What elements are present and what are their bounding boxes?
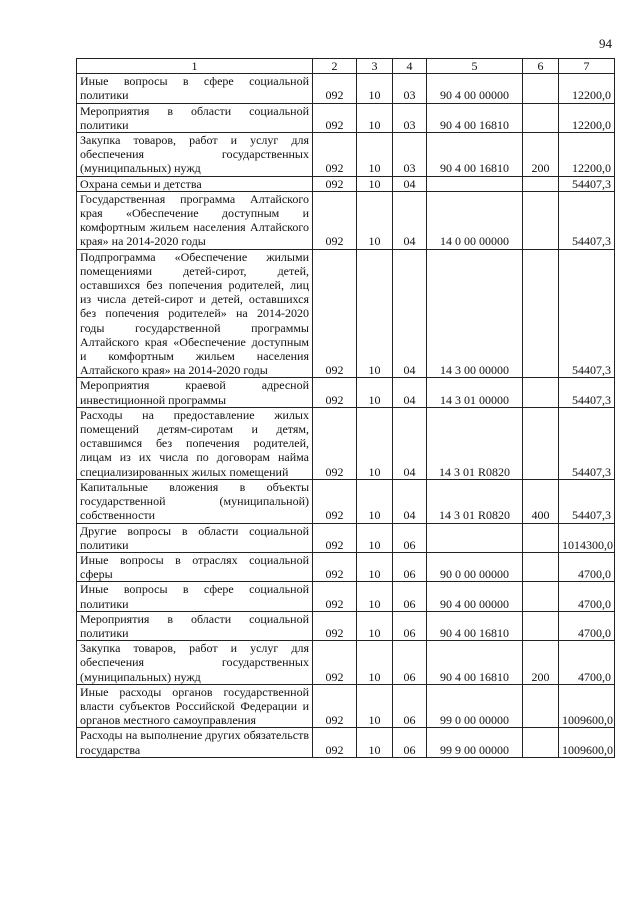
cell-target: 99 9 00 00000 [427,728,523,757]
cell-ministry: 092 [313,582,357,611]
row-name: Расходы на выполнение других обязательств государства [77,728,313,757]
cell-subsection: 04 [393,407,427,479]
cell-amount: 4700,0 [559,552,615,581]
table-row [77,684,615,728]
budget-table [76,58,615,758]
table-row [77,552,615,581]
cell-amount: 12200,0 [559,133,615,177]
cell-subsection: 06 [393,641,427,685]
cell-target: 90 4 00 16810 [427,103,523,132]
cell-type: 200 [523,641,559,685]
table-row [77,176,615,191]
row-name: Капитальные вложения в объекты государственной (муниципальной) собственности [77,479,313,523]
cell-amount: 12200,0 [559,74,615,103]
cell-amount: 1009600,0 [559,728,615,757]
table-row [77,133,615,177]
row-name: Охрана семьи и детства [77,176,313,191]
cell-section: 10 [357,74,393,103]
cell-target: 90 4 00 16810 [427,641,523,685]
cell-target: 90 4 00 16810 [427,611,523,640]
cell-section: 10 [357,523,393,552]
cell-subsection: 04 [393,176,427,191]
col-header-2: 2 [313,59,357,74]
cell-subsection: 03 [393,133,427,177]
cell-type [523,74,559,103]
row-name: Подпрограмма «Обеспечение жилыми помещениями детей-сирот, детей, оставшихся без попечения родителей, лиц из числа детей-сирот и детей, оставшихся без попечения родителей» на 2014-2020 годы государственной программы Алтайского края «Обеспечение доступным и комфортным жильем населения Алтайского края» на 2014-2020 годы [77,249,313,378]
cell-target: 90 4 00 16810 [427,133,523,177]
cell-ministry: 092 [313,249,357,378]
cell-subsection: 06 [393,523,427,552]
row-name: Закупка товаров, работ и услуг для обеспечения государственных (муниципальных) нужд [77,133,313,177]
row-name: Иные вопросы в отраслях социальной сферы [77,552,313,581]
col-header-3: 3 [357,59,393,74]
table-row [77,523,615,552]
cell-amount: 54407,3 [559,407,615,479]
row-name: Иные вопросы в сфере социальной политики [77,582,313,611]
cell-ministry: 092 [313,684,357,728]
cell-type [523,191,559,249]
cell-target [427,176,523,191]
cell-amount: 54407,3 [559,176,615,191]
cell-type [523,103,559,132]
row-name: Иные вопросы в сфере социальной политики [77,74,313,103]
cell-amount: 54407,3 [559,479,615,523]
table-row [77,103,615,132]
cell-section: 10 [357,479,393,523]
cell-amount: 4700,0 [559,641,615,685]
cell-amount: 54407,3 [559,378,615,407]
cell-type [523,176,559,191]
cell-ministry: 092 [313,378,357,407]
cell-subsection: 06 [393,611,427,640]
cell-amount: 54407,3 [559,191,615,249]
cell-subsection: 04 [393,378,427,407]
cell-section: 10 [357,249,393,378]
cell-type [523,684,559,728]
cell-target: 90 0 00 00000 [427,552,523,581]
cell-section: 10 [357,191,393,249]
cell-ministry: 092 [313,103,357,132]
cell-type: 400 [523,479,559,523]
cell-type [523,407,559,479]
cell-type [523,523,559,552]
cell-section: 10 [357,552,393,581]
cell-subsection: 04 [393,249,427,378]
cell-amount: 12200,0 [559,103,615,132]
cell-section: 10 [357,407,393,479]
row-name: Иные расходы органов государственной власти субъектов Российской Федерации и органов местного самоуправления [77,684,313,728]
col-header-7: 7 [559,59,615,74]
cell-ministry: 092 [313,407,357,479]
cell-type [523,378,559,407]
cell-section: 10 [357,611,393,640]
cell-subsection: 04 [393,479,427,523]
table-row [77,728,615,757]
cell-ministry: 092 [313,523,357,552]
table-row [77,611,615,640]
page-number: 94 [599,36,612,51]
cell-subsection: 03 [393,103,427,132]
cell-section: 10 [357,103,393,132]
table-row [77,74,615,103]
cell-ministry: 092 [313,728,357,757]
cell-subsection: 03 [393,74,427,103]
cell-ministry: 092 [313,176,357,191]
row-name: Мероприятия краевой адресной инвестиционной программы [77,378,313,407]
cell-amount: 4700,0 [559,611,615,640]
cell-section: 10 [357,176,393,191]
cell-type: 200 [523,133,559,177]
table-row [77,582,615,611]
row-name: Государственная программа Алтайского края «Обеспечение доступным и комфортным жильем населения Алтайского края» на 2014-2020 годы [77,191,313,249]
cell-ministry: 092 [313,611,357,640]
col-header-6: 6 [523,59,559,74]
cell-target [427,523,523,552]
table-row [77,641,615,685]
table-row [77,249,615,378]
cell-section: 10 [357,641,393,685]
cell-ministry: 092 [313,191,357,249]
cell-subsection: 06 [393,552,427,581]
cell-section: 10 [357,728,393,757]
cell-type [523,582,559,611]
cell-ministry: 092 [313,74,357,103]
cell-amount: 1014300,0 [559,523,615,552]
cell-target: 14 0 00 00000 [427,191,523,249]
cell-amount: 4700,0 [559,582,615,611]
cell-target: 90 4 00 00000 [427,582,523,611]
table-row [77,378,615,407]
cell-type [523,552,559,581]
header-row [77,59,615,74]
cell-target: 14 3 01 R0820 [427,479,523,523]
cell-type [523,611,559,640]
table-row [77,479,615,523]
cell-target: 90 4 00 00000 [427,74,523,103]
cell-section: 10 [357,133,393,177]
table-row [77,191,615,249]
row-name: Мероприятия в области социальной политики [77,611,313,640]
cell-type [523,249,559,378]
cell-ministry: 092 [313,133,357,177]
cell-subsection: 04 [393,191,427,249]
row-name: Мероприятия в области социальной политики [77,103,313,132]
cell-section: 10 [357,582,393,611]
cell-ministry: 092 [313,552,357,581]
cell-subsection: 06 [393,684,427,728]
cell-ministry: 092 [313,479,357,523]
row-name: Расходы на предоставление жилых помещений детям-сиротам и детям, оставшимся без попечения родителей, лицам из их числа по договорам найма специализированных жилых помещений [77,407,313,479]
cell-section: 10 [357,378,393,407]
cell-type [523,728,559,757]
cell-subsection: 06 [393,728,427,757]
cell-target: 99 0 00 00000 [427,684,523,728]
col-header-1: 1 [77,59,313,74]
table-row [77,407,615,479]
cell-target: 14 3 01 00000 [427,378,523,407]
col-header-4: 4 [393,59,427,74]
row-name: Другие вопросы в области социальной политики [77,523,313,552]
cell-target: 14 3 00 00000 [427,249,523,378]
cell-ministry: 092 [313,641,357,685]
cell-amount: 54407,3 [559,249,615,378]
cell-target: 14 3 01 R0820 [427,407,523,479]
cell-section: 10 [357,684,393,728]
row-name: Закупка товаров, работ и услуг для обеспечения государственных (муниципальных) нужд [77,641,313,685]
col-header-5: 5 [427,59,523,74]
cell-amount: 1009600,0 [559,684,615,728]
cell-subsection: 06 [393,582,427,611]
